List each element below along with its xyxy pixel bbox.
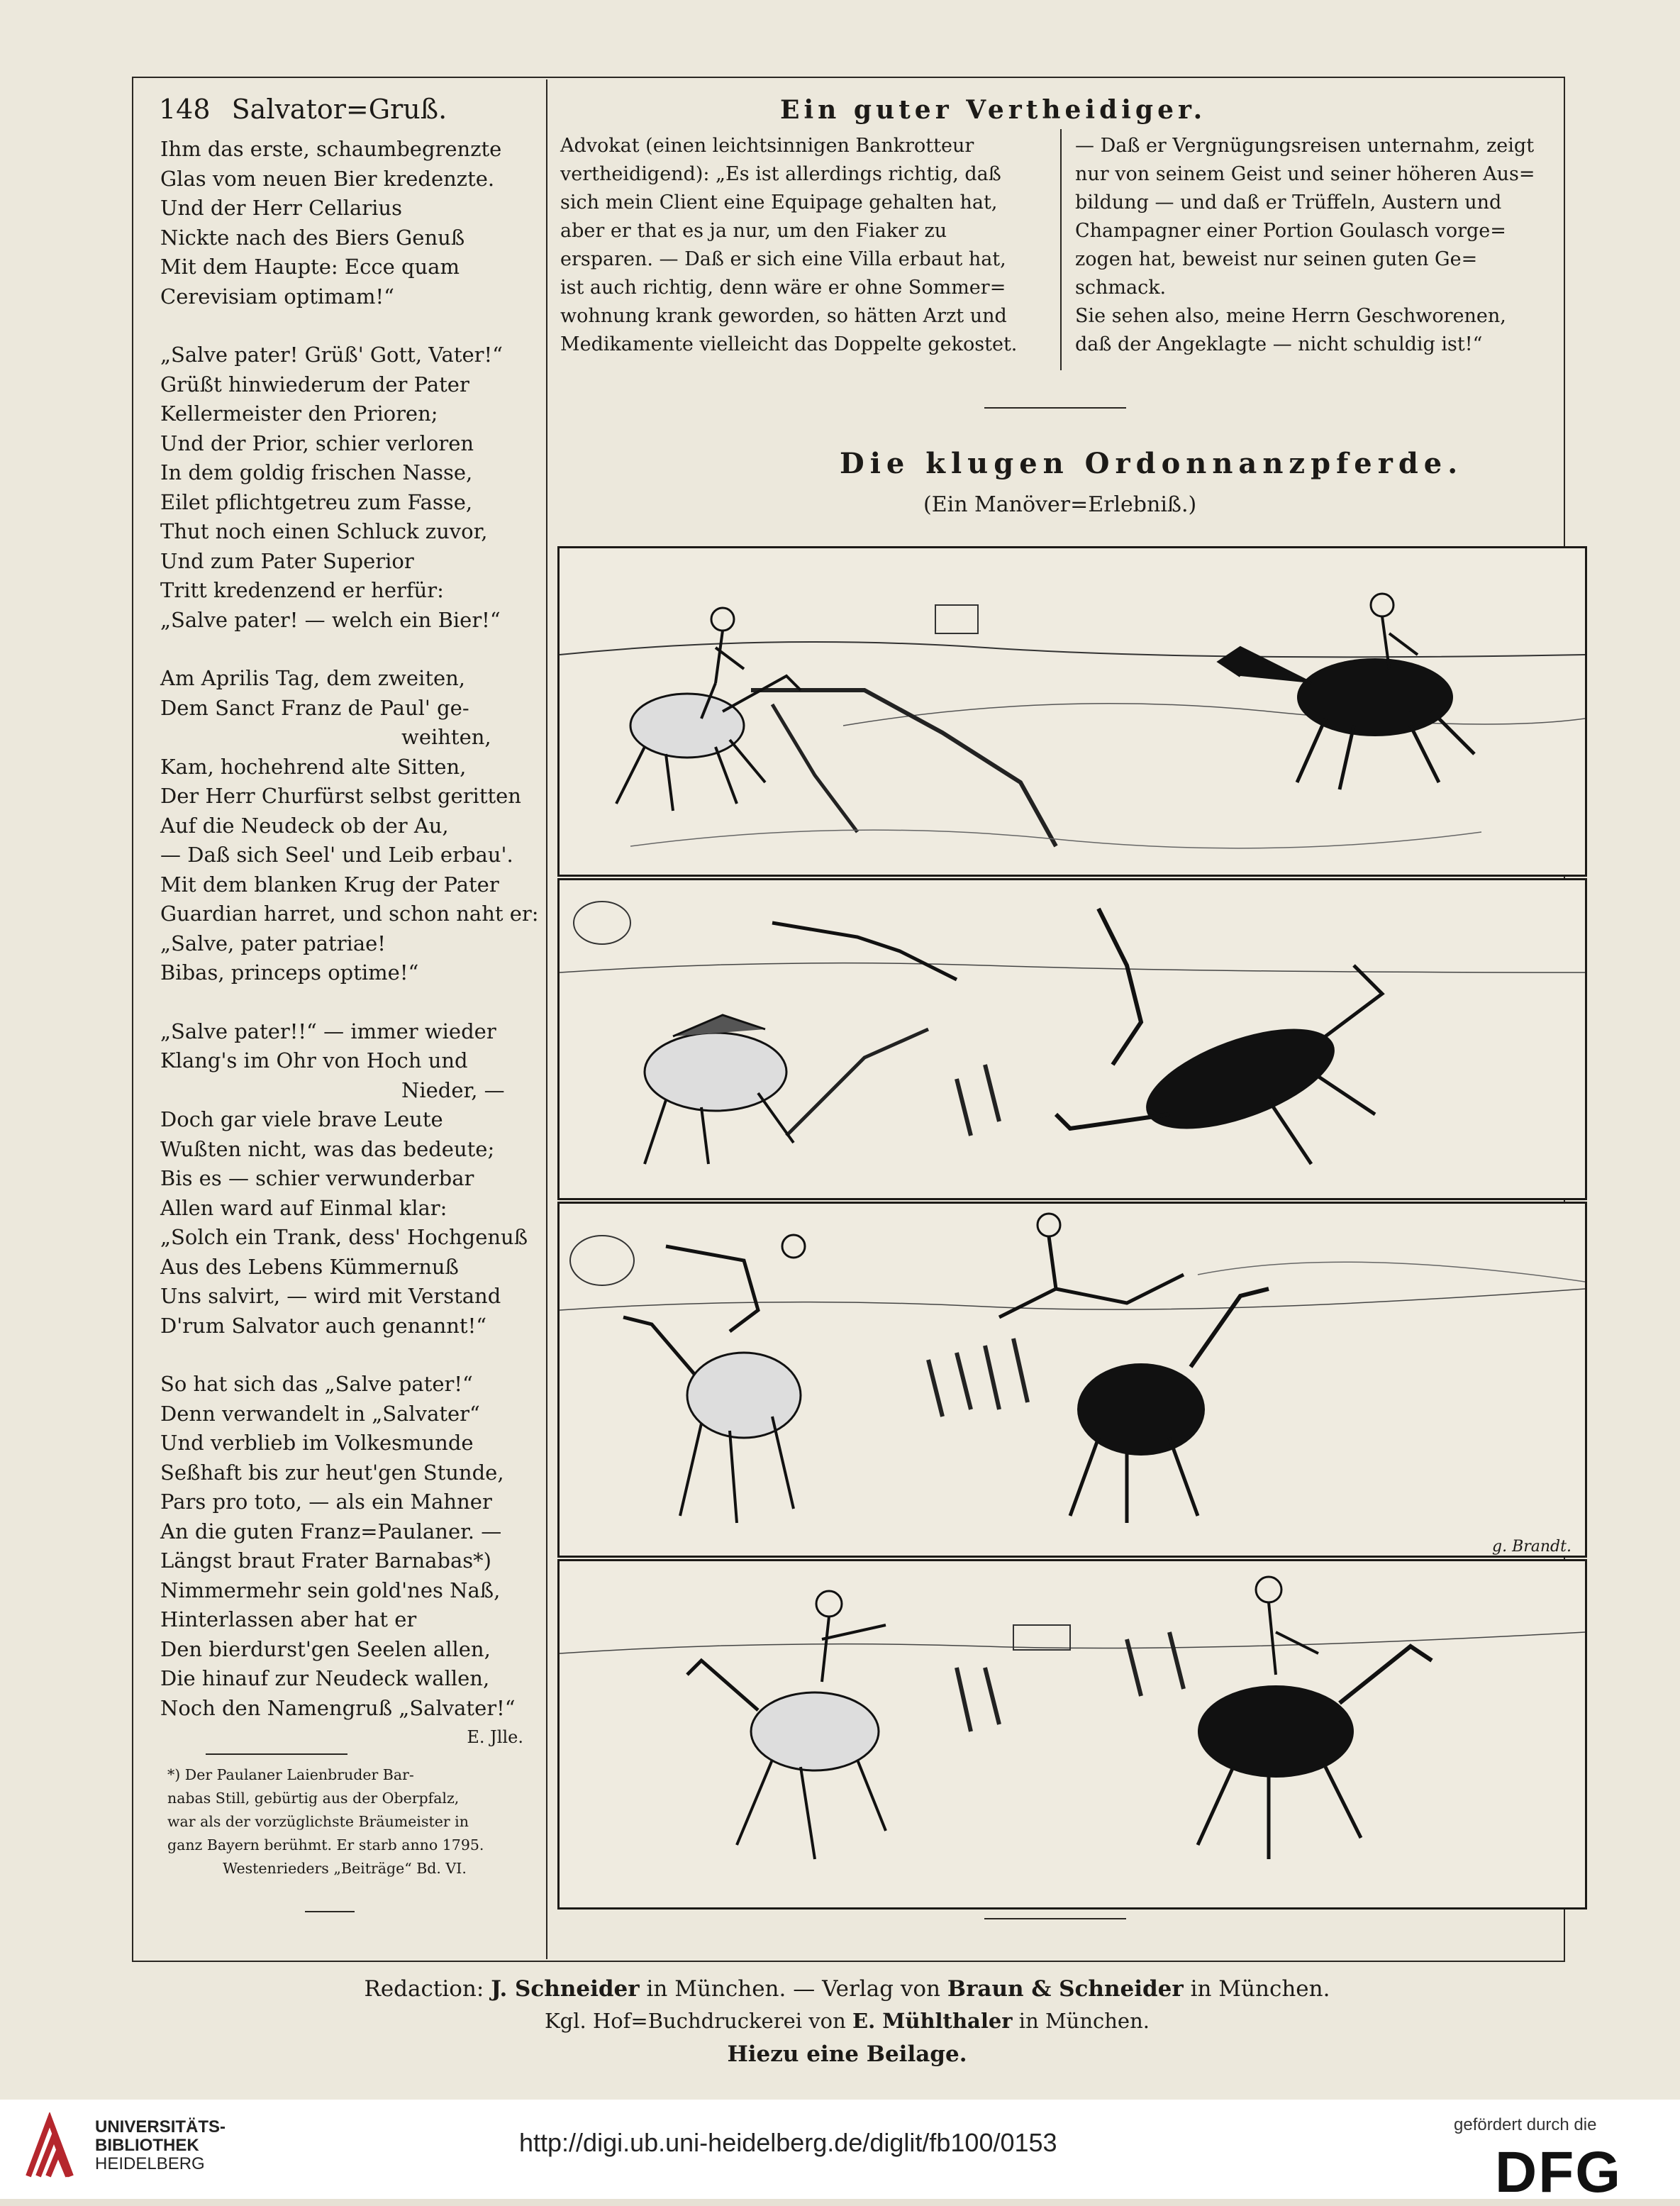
funded-by-label: gefördert durch die (1454, 2115, 1597, 2134)
article-line: Sie sehen also, meine Herrn Geschworenen, (1075, 305, 1506, 327)
poem-line: Längst braut Frater Barnabas*) (160, 1548, 491, 1573)
poem-line: Und zum Pater Superior (160, 548, 414, 573)
footnote-line: war als der vorzüglichste Bräumeister in (167, 1813, 469, 1830)
article-title: Ein guter Vertheidiger. (780, 95, 1207, 125)
imprint-printer-label: Kgl. Hof=Buchdruckerei von (545, 2009, 852, 2033)
poem-line: Tritt kredenzend er herfür: (160, 578, 444, 602)
comic-title: Die klugen Ordonnanzpferde. (840, 447, 1464, 480)
poem-line: Kellermeister den Prioren; (160, 401, 438, 426)
poem-line: Cerevisiam optimam!“ (160, 284, 394, 309)
poem-line: Und der Herr Cellarius (160, 196, 402, 220)
poem-line: Die hinauf zur Neudeck wallen, (160, 1666, 490, 1690)
permalink-url[interactable]: http://digi.ub.uni-heidelberg.de/diglit/fb100/0153 (519, 2128, 1057, 2157)
poem-line: Hinterlassen aber hat er (160, 1607, 417, 1631)
poem-line: Glas vom neuen Bier kredenzte. (160, 166, 495, 191)
article-line: zogen hat, beweist nur seinen guten Ge= (1075, 248, 1478, 270)
footnote (167, 1763, 522, 1880)
poem-line: Uns salvirt, — wird mit Verstand (160, 1284, 501, 1308)
closing-rule (984, 1918, 1126, 1919)
poem-line: „Salve, pater patriae! (160, 931, 386, 955)
imprint-printer: E. Mühlthaler (852, 2009, 1013, 2033)
poem-line: Allen ward auf Einmal klar: (160, 1195, 447, 1220)
poem-stanza (160, 1017, 529, 1341)
university-library-logo-icon (21, 2112, 87, 2183)
poem-stanza (160, 1370, 529, 1753)
poem-line: „Solch ein Trank, dess' Hochgenuß (160, 1225, 528, 1249)
poem-salvator-gruss (160, 135, 539, 1753)
imprint-redaction-label: Redaction: (364, 1976, 491, 2002)
poem-line: Wußten nicht, was das bedeute; (160, 1136, 495, 1161)
comic-panel-3 (557, 1202, 1587, 1558)
dfg-logo: DFG (1495, 2140, 1623, 2205)
panel-1-drawing (560, 548, 1585, 875)
poem-line: Der Herr Churfürst selbst geritten (160, 784, 521, 808)
imprint-publisher-label: in München. — Verlag von (639, 1976, 947, 2002)
poem-line: Denn verwandelt in „Salvater“ (160, 1401, 480, 1426)
imprint-line-1 (132, 1976, 1562, 2002)
comic-panel-1 (557, 546, 1587, 877)
footnote-line: Westenrieders „Beiträge“ Bd. VI. (223, 1860, 467, 1877)
poem-line: In dem goldig frischen Nasse, (160, 460, 473, 484)
poem-line: Thut noch einen Schluck zuvor, (160, 519, 488, 543)
imprint-editor: J. Schneider (491, 1976, 640, 2002)
panel-4-drawing (560, 1561, 1585, 1907)
poem-line: Und verblieb im Volkesmunde (160, 1431, 474, 1455)
poem-line: So hat sich das „Salve pater!“ (160, 1372, 473, 1396)
poem-line: Am Aprilis Tag, dem zweiten, (160, 666, 466, 690)
article-line: nur von seinem Geist und seiner höheren Aus= (1075, 163, 1535, 185)
footnote-line: nabas Still, gebürtig aus der Oberpfalz, (167, 1790, 460, 1807)
supplement-note: Hiezu eine Beilage. (727, 2041, 967, 2067)
poem-line: Bibas, princeps optime!“ (160, 960, 419, 985)
poem-line: Guardian harret, und schon naht er: (160, 902, 539, 926)
imprint-line-2 (132, 2009, 1562, 2033)
article-line: vertheidigend): „Es ist allerdings richtig, daß (560, 163, 1001, 185)
library-name-line-1: UNIVERSITÄTS- (95, 2117, 226, 2136)
column-divider (546, 79, 547, 1959)
page-header (159, 94, 447, 125)
library-name-line-2: BIBLIOTHEK (95, 2136, 199, 2155)
poem-line: Noch den Namengruß „Salvater!“ (160, 1695, 516, 1720)
poem-line: Seßhaft bis zur heut'gen Stunde, (160, 1460, 504, 1485)
poem-line: Den bierdurst'gen Seelen allen, (160, 1636, 491, 1661)
poem-line: Dem Sanct Franz de Paul' ge- (160, 695, 469, 720)
imprint-publisher: Braun & Schneider (947, 1976, 1184, 2002)
poem-line: Klang's im Ohr von Hoch und (160, 1048, 468, 1072)
poem-line: D'rum Salvator auch genannt!“ (160, 1313, 487, 1338)
article-line: daß der Angeklagte — nicht schuldig ist!“ (1075, 333, 1483, 355)
poem-line: Mit dem blanken Krug der Pater (160, 872, 499, 897)
imprint-printer-city: in München. (1012, 2009, 1150, 2033)
poem-line: Ihm das erste, schaumbegrenzte (160, 137, 502, 161)
running-title: Salvator=Gruß. (231, 94, 447, 125)
footnote-end-rule (305, 1911, 355, 1912)
article-line: sich mein Client eine Equipage gehalten hat, (560, 192, 998, 214)
poem-line: weihten, (401, 725, 491, 749)
section-rule (984, 407, 1126, 409)
article-line: ersparen. — Daß er sich eine Villa erbaut hat, (560, 248, 1006, 270)
article-line: Champagner einer Portion Goulasch vorge= (1075, 220, 1506, 242)
footnote-rule (206, 1753, 347, 1755)
article-column-divider (1060, 129, 1062, 370)
poem-stanza (160, 135, 529, 311)
poem-signature: E. Jlle. (467, 1727, 523, 1747)
comic-panel-2 (557, 878, 1587, 1200)
library-name-line-3: HEIDELBERG (95, 2154, 205, 2173)
poem-line: „Salve pater! — welch ein Bier!“ (160, 607, 501, 632)
poem-line: „Salve pater!!“ — immer wieder (160, 1019, 496, 1043)
artist-signature: g. Brandt. (1492, 1538, 1571, 1556)
imprint-city: in München. (1183, 1976, 1330, 2002)
poem-line: An die guten Franz=Paulaner. — (160, 1519, 502, 1543)
poem-line: Eilet pflichtgetreu zum Fasse, (160, 489, 473, 514)
poem-line: Nickte nach des Biers Genuß (160, 225, 465, 250)
article-line: Medikamente vielleicht das Doppelte gekostet. (560, 333, 1018, 355)
article-line: — Daß er Vergnügungsreisen unternahm, zeigt (1075, 135, 1535, 157)
page-number: 148 (159, 94, 211, 125)
footnote-line: *) Der Paulaner Laienbruder Bar- (167, 1766, 414, 1783)
poem-line: Grüßt hinwiederum der Pater (160, 372, 469, 397)
panel-3-drawing (560, 1204, 1585, 1556)
poem-line: Auf die Neudeck ob der Au, (160, 813, 449, 838)
poem-stanza (160, 664, 539, 988)
article-line: wohnung krank geworden, so hätten Arzt und (560, 305, 1007, 327)
poem-line: Aus des Lebens Kümmernuß (160, 1254, 459, 1279)
poem-stanza (160, 340, 529, 635)
comic-panel-4 (557, 1559, 1587, 1910)
poem-line: — Daß sich Seel' und Leib erbau'. (160, 843, 513, 867)
article-column-1 (560, 132, 1028, 359)
poem-line: Kam, hochehrend alte Sitten, (160, 754, 467, 779)
footnote-line: ganz Bayern berühmt. Er starb anno 1795. (167, 1836, 484, 1853)
article-line: bildung — und daß er Trüffeln, Austern und (1075, 192, 1502, 214)
poem-line: Und der Prior, schier verloren (160, 431, 474, 455)
article-line: aber er that es ja nur, um den Fiaker zu (560, 220, 947, 242)
library-name (95, 2118, 226, 2173)
article-column-2 (1075, 132, 1550, 359)
poem-line: „Salve pater! Grüß' Gott, Vater!“ (160, 343, 503, 367)
comic-subtitle: (Ein Manöver=Erlebniß.) (923, 492, 1197, 517)
panel-2-drawing (560, 880, 1585, 1198)
article-line: schmack. (1075, 277, 1167, 299)
poem-line: Pars pro toto, — als ein Mahner (160, 1490, 492, 1514)
article-line: ist auch richtig, denn wäre er ohne Sommer= (560, 277, 1006, 299)
poem-line: Bis es — schier verwunderbar (160, 1166, 474, 1190)
poem-line: Doch gar viele brave Leute (160, 1107, 443, 1131)
article-line: Advokat (einen leichtsinnigen Bankrotteur (560, 135, 974, 157)
poem-line: Mit dem Haupte: Ecce quam (160, 255, 460, 279)
poem-line: Nieder, — (401, 1077, 505, 1102)
poem-line: Nimmermehr sein gold'nes Naß, (160, 1578, 501, 1602)
